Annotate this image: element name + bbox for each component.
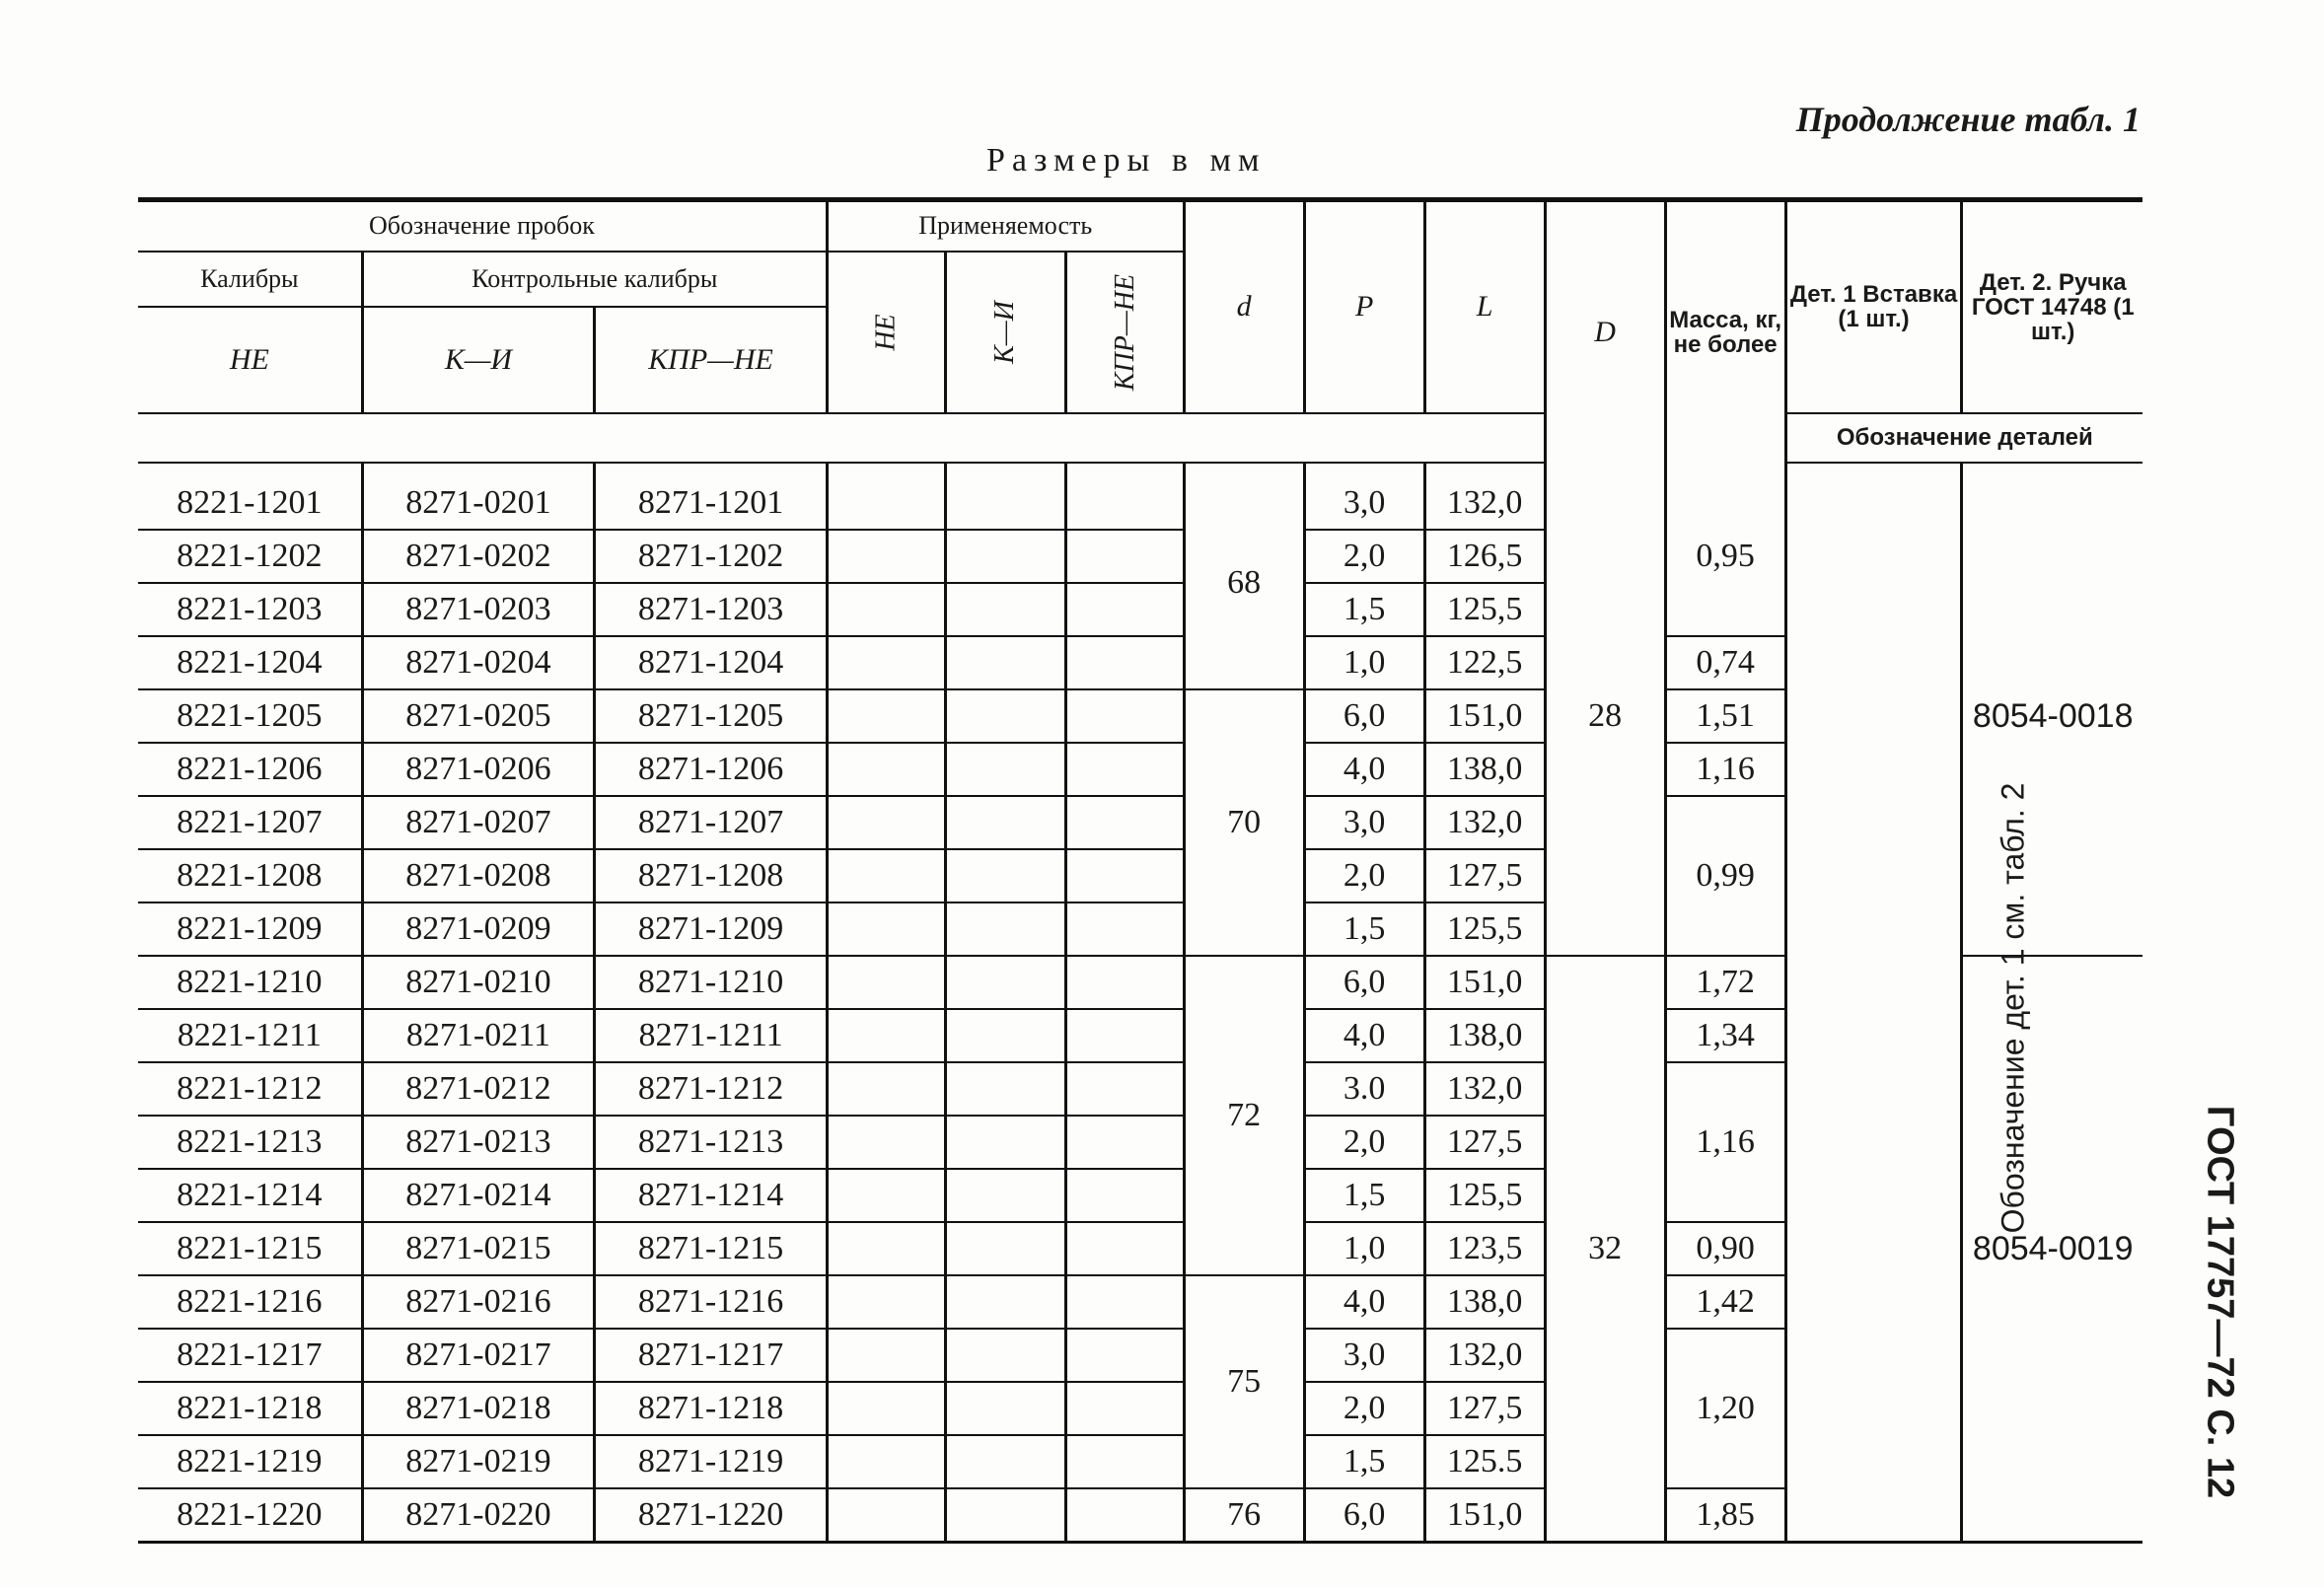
app-kprne-cell <box>1065 1329 1184 1382</box>
app-ki-cell <box>945 1275 1065 1329</box>
app-ne-cell <box>827 583 945 636</box>
kprne-gauge-cell: 8271-1206 <box>595 743 828 796</box>
p-cell: 3.0 <box>1304 1062 1424 1116</box>
app-ki-cell <box>945 1169 1065 1222</box>
app-ki-cell <box>945 902 1065 956</box>
app-ki-cell <box>945 1488 1065 1543</box>
ki-gauge-cell: 8271-0211 <box>362 1009 595 1062</box>
mass-cell: 1,42 <box>1665 1275 1785 1329</box>
ki-gauge-cell: 8271-0209 <box>362 902 595 956</box>
l-cell: 132,0 <box>1424 796 1545 849</box>
app-ki-cell <box>945 477 1065 530</box>
ki-gauge-cell: 8271-0214 <box>362 1169 595 1222</box>
l-cell: 122,5 <box>1424 636 1545 689</box>
p-cell: 3,0 <box>1304 796 1424 849</box>
app-kprne-cell <box>1065 1009 1184 1062</box>
app-kprne-cell <box>1065 689 1184 743</box>
app-ne-cell <box>827 1009 945 1062</box>
d-cell: 68 <box>1184 477 1304 689</box>
ki-gauge-cell: 8271-0216 <box>362 1275 595 1329</box>
p-cell: 4,0 <box>1304 743 1424 796</box>
app-ne-cell <box>827 743 945 796</box>
app-kprne-cell <box>1065 477 1184 530</box>
mass-cell: 0,99 <box>1665 796 1785 956</box>
ki-gauge-cell: 8271-0204 <box>362 636 595 689</box>
ne-gauge-cell: 8221-1210 <box>138 956 362 1009</box>
app-kprne-cell <box>1065 1435 1184 1488</box>
d-cell: 75 <box>1184 1275 1304 1488</box>
ki-gauge-cell: 8271-0213 <box>362 1116 595 1169</box>
ne-header: НЕ <box>138 307 362 413</box>
ne-gauge-cell: 8221-1203 <box>138 583 362 636</box>
ki-gauge-cell: 8271-0202 <box>362 530 595 583</box>
app-kprne-cell <box>1065 796 1184 849</box>
ki-gauge-cell: 8271-0207 <box>362 796 595 849</box>
ne-gauge-cell: 8221-1205 <box>138 689 362 743</box>
app-kprne-cell <box>1065 1169 1184 1222</box>
kprne-gauge-cell: 8271-1205 <box>595 689 828 743</box>
app-ki-cell <box>945 1382 1065 1435</box>
l-cell: 126,5 <box>1424 530 1545 583</box>
app-ki-cell <box>945 1062 1065 1116</box>
table-body <box>138 477 2142 1543</box>
det2-header: Дет. 2. Ручка ГОСТ 14748 (1 шт.) <box>1962 200 2142 413</box>
ki-gauge-cell: 8271-0203 <box>362 583 595 636</box>
big-d-cell: 28 <box>1545 477 1665 956</box>
app-ne-cell <box>827 636 945 689</box>
app-kprne-cell <box>1065 1116 1184 1169</box>
mass-cell: 1,16 <box>1665 743 1785 796</box>
big-d-header: D <box>1545 200 1665 463</box>
ki-gauge-cell: 8271-0210 <box>362 956 595 1009</box>
p-cell: 3,0 <box>1304 477 1424 530</box>
app-kprne-cell <box>1065 849 1184 902</box>
mass-cell: 1,51 <box>1665 689 1785 743</box>
table-row <box>138 477 2142 530</box>
app-ki-header: К—И <box>945 252 1065 413</box>
app-ne-cell <box>827 796 945 849</box>
app-ki-cell <box>945 583 1065 636</box>
app-ne-cell <box>827 1329 945 1382</box>
gauges-table <box>138 197 2142 1544</box>
app-ki-cell <box>945 1435 1065 1488</box>
app-ki-cell <box>945 530 1065 583</box>
gauges-header: Калибры <box>138 252 362 307</box>
mass-cell: 0,74 <box>1665 636 1785 689</box>
app-kprne-cell <box>1065 1062 1184 1116</box>
app-kprne-cell <box>1065 583 1184 636</box>
kprne-gauge-cell: 8271-1210 <box>595 956 828 1009</box>
l-cell: 132,0 <box>1424 477 1545 530</box>
app-ki-cell <box>945 743 1065 796</box>
d-cell: 72 <box>1184 956 1304 1275</box>
ne-gauge-cell: 8221-1207 <box>138 796 362 849</box>
ki-gauge-cell: 8271-0218 <box>362 1382 595 1435</box>
app-ki-cell <box>945 689 1065 743</box>
app-ne-cell <box>827 1169 945 1222</box>
p-cell: 1,5 <box>1304 583 1424 636</box>
control-gauges-header: Контрольные калибры <box>362 252 827 307</box>
ne-gauge-cell: 8221-1216 <box>138 1275 362 1329</box>
p-cell: 3,0 <box>1304 1329 1424 1382</box>
ne-gauge-cell: 8221-1220 <box>138 1488 362 1543</box>
app-ki-cell <box>945 1329 1065 1382</box>
kprne-gauge-cell: 8271-1208 <box>595 849 828 902</box>
app-ne-cell <box>827 1488 945 1543</box>
ne-gauge-cell: 8221-1215 <box>138 1222 362 1275</box>
ki-gauge-cell: 8271-0205 <box>362 689 595 743</box>
ne-gauge-cell: 8221-1204 <box>138 636 362 689</box>
mass-cell: 1,85 <box>1665 1488 1785 1543</box>
app-ki-cell <box>945 956 1065 1009</box>
l-cell: 132,0 <box>1424 1062 1545 1116</box>
kprne-gauge-cell: 8271-1217 <box>595 1329 828 1382</box>
app-ki-cell <box>945 796 1065 849</box>
app-ne-cell <box>827 689 945 743</box>
app-ki-cell <box>945 849 1065 902</box>
l-cell: 151,0 <box>1424 956 1545 1009</box>
ne-gauge-cell: 8221-1218 <box>138 1382 362 1435</box>
p-cell: 6,0 <box>1304 689 1424 743</box>
details-header: Обозначение деталей <box>1785 413 2142 463</box>
mass-cell: 1,20 <box>1665 1329 1785 1488</box>
side-label: ГОСТ 17757—72 С. 12 <box>2199 1105 2241 1499</box>
l-cell: 127,5 <box>1424 849 1545 902</box>
ki-gauge-cell: 8271-0212 <box>362 1062 595 1116</box>
app-ne-cell <box>827 1435 945 1488</box>
p-cell: 4,0 <box>1304 1275 1424 1329</box>
l-cell: 127,5 <box>1424 1116 1545 1169</box>
ne-gauge-cell: 8221-1206 <box>138 743 362 796</box>
ne-gauge-cell: 8221-1214 <box>138 1169 362 1222</box>
mass-cell: 1,72 <box>1665 956 1785 1009</box>
ne-gauge-cell: 8221-1209 <box>138 902 362 956</box>
app-kprne-cell <box>1065 956 1184 1009</box>
app-ki-cell <box>945 1116 1065 1169</box>
app-kprne-cell <box>1065 743 1184 796</box>
l-cell: 125,5 <box>1424 1169 1545 1222</box>
l-cell: 138,0 <box>1424 1275 1545 1329</box>
mass-cell: 0,90 <box>1665 1222 1785 1275</box>
ne-gauge-cell: 8221-1213 <box>138 1116 362 1169</box>
p-cell: 4,0 <box>1304 1009 1424 1062</box>
p-cell: 2,0 <box>1304 1382 1424 1435</box>
app-kprne-cell <box>1065 1382 1184 1435</box>
kprne-gauge-cell: 8271-1213 <box>595 1116 828 1169</box>
ki-gauge-cell: 8271-0201 <box>362 477 595 530</box>
kprne-gauge-cell: 8271-1211 <box>595 1009 828 1062</box>
kprne-gauge-cell: 8271-1201 <box>595 477 828 530</box>
app-ne-cell <box>827 902 945 956</box>
det2-cell: 8054-0019 <box>1962 956 2142 1543</box>
ne-gauge-cell: 8221-1202 <box>138 530 362 583</box>
p-cell: 6,0 <box>1304 1488 1424 1543</box>
kprne-gauge-cell: 8271-1216 <box>595 1275 828 1329</box>
ki-gauge-cell: 8271-0206 <box>362 743 595 796</box>
app-kprne-cell <box>1065 1222 1184 1275</box>
kprne-gauge-cell: 8271-1203 <box>595 583 828 636</box>
p-cell: 2,0 <box>1304 530 1424 583</box>
p-cell: 6,0 <box>1304 956 1424 1009</box>
det2-cell: 8054-0018 <box>1962 477 2142 956</box>
ki-gauge-cell: 8271-0219 <box>362 1435 595 1488</box>
applicability-header: Применяемость <box>827 200 1184 252</box>
mass-cell: 0,95 <box>1665 477 1785 636</box>
l-cell: 125,5 <box>1424 902 1545 956</box>
kprne-gauge-cell: 8271-1214 <box>595 1169 828 1222</box>
l-cell: 138,0 <box>1424 743 1545 796</box>
kprne-gauge-cell: 8271-1212 <box>595 1062 828 1116</box>
app-ne-cell <box>827 530 945 583</box>
kprne-gauge-cell: 8271-1219 <box>595 1435 828 1488</box>
ne-gauge-cell: 8221-1219 <box>138 1435 362 1488</box>
p-cell: 1,0 <box>1304 636 1424 689</box>
app-ne-cell <box>827 849 945 902</box>
ne-gauge-cell: 8221-1217 <box>138 1329 362 1382</box>
det1-note-cell: Обозначение дет. 1 см. табл. 2 <box>1785 477 1962 1543</box>
l-cell: 123,5 <box>1424 1222 1545 1275</box>
mass-cell: 1,16 <box>1665 1062 1785 1222</box>
p-header: P <box>1304 200 1424 413</box>
kprne-gauge-cell: 8271-1207 <box>595 796 828 849</box>
l-cell: 151,0 <box>1424 1488 1545 1543</box>
l-header: L <box>1424 200 1545 413</box>
app-ki-cell <box>945 1222 1065 1275</box>
p-cell: 2,0 <box>1304 849 1424 902</box>
l-cell: 127,5 <box>1424 1382 1545 1435</box>
table-continuation-caption: Продолжение табл. 1 <box>1795 100 2141 139</box>
app-ne-cell <box>827 1222 945 1275</box>
l-cell: 151,0 <box>1424 689 1545 743</box>
d-cell: 70 <box>1184 689 1304 956</box>
kprne-header: КПР—НЕ <box>595 307 828 413</box>
ne-gauge-cell: 8221-1208 <box>138 849 362 902</box>
app-kprne-cell <box>1065 1275 1184 1329</box>
l-cell: 125.5 <box>1424 1435 1545 1488</box>
ne-gauge-cell: 8221-1212 <box>138 1062 362 1116</box>
ne-gauge-cell: 8221-1201 <box>138 477 362 530</box>
det1-header: Дет. 1 Вставка (1 шт.) <box>1785 200 1962 413</box>
p-cell: 1,5 <box>1304 1435 1424 1488</box>
app-ki-cell <box>945 1009 1065 1062</box>
d-header: d <box>1184 200 1304 413</box>
p-cell: 2,0 <box>1304 1116 1424 1169</box>
kprne-gauge-cell: 8271-1209 <box>595 902 828 956</box>
big-d-cell: 32 <box>1545 956 1665 1543</box>
app-ne-cell <box>827 956 945 1009</box>
kprne-gauge-cell: 8271-1202 <box>595 530 828 583</box>
mass-cell: 1,34 <box>1665 1009 1785 1062</box>
app-ne-cell <box>827 1275 945 1329</box>
app-ne-cell <box>827 1116 945 1169</box>
d-cell: 76 <box>1184 1488 1304 1543</box>
app-kprne-header: КПР—НЕ <box>1065 252 1184 413</box>
app-ne-header: НЕ <box>827 252 945 413</box>
kprne-gauge-cell: 8271-1220 <box>595 1488 828 1543</box>
header-spacer <box>138 413 1545 463</box>
l-cell: 138,0 <box>1424 1009 1545 1062</box>
p-cell: 1,0 <box>1304 1222 1424 1275</box>
app-kprne-cell <box>1065 636 1184 689</box>
l-cell: 132,0 <box>1424 1329 1545 1382</box>
kprne-gauge-cell: 8271-1204 <box>595 636 828 689</box>
kprne-gauge-cell: 8271-1215 <box>595 1222 828 1275</box>
p-cell: 1,5 <box>1304 902 1424 956</box>
kprne-gauge-cell: 8271-1218 <box>595 1382 828 1435</box>
units-note: Размеры в мм <box>986 142 1267 179</box>
app-ne-cell <box>827 1062 945 1116</box>
app-ne-cell <box>827 477 945 530</box>
designation-header: Обозначение пробок <box>138 200 827 252</box>
mass-header: Масса, кг, не более <box>1665 200 1785 463</box>
app-ne-cell <box>827 1382 945 1435</box>
ki-gauge-cell: 8271-0208 <box>362 849 595 902</box>
p-cell: 1,5 <box>1304 1169 1424 1222</box>
ki-header: К—И <box>362 307 595 413</box>
app-kprne-cell <box>1065 902 1184 956</box>
ne-gauge-cell: 8221-1211 <box>138 1009 362 1062</box>
table-header <box>138 200 2142 477</box>
app-ki-cell <box>945 636 1065 689</box>
app-kprne-cell <box>1065 530 1184 583</box>
ki-gauge-cell: 8271-0220 <box>362 1488 595 1543</box>
l-cell: 125,5 <box>1424 583 1545 636</box>
app-kprne-cell <box>1065 1488 1184 1543</box>
ki-gauge-cell: 8271-0217 <box>362 1329 595 1382</box>
ki-gauge-cell: 8271-0215 <box>362 1222 595 1275</box>
